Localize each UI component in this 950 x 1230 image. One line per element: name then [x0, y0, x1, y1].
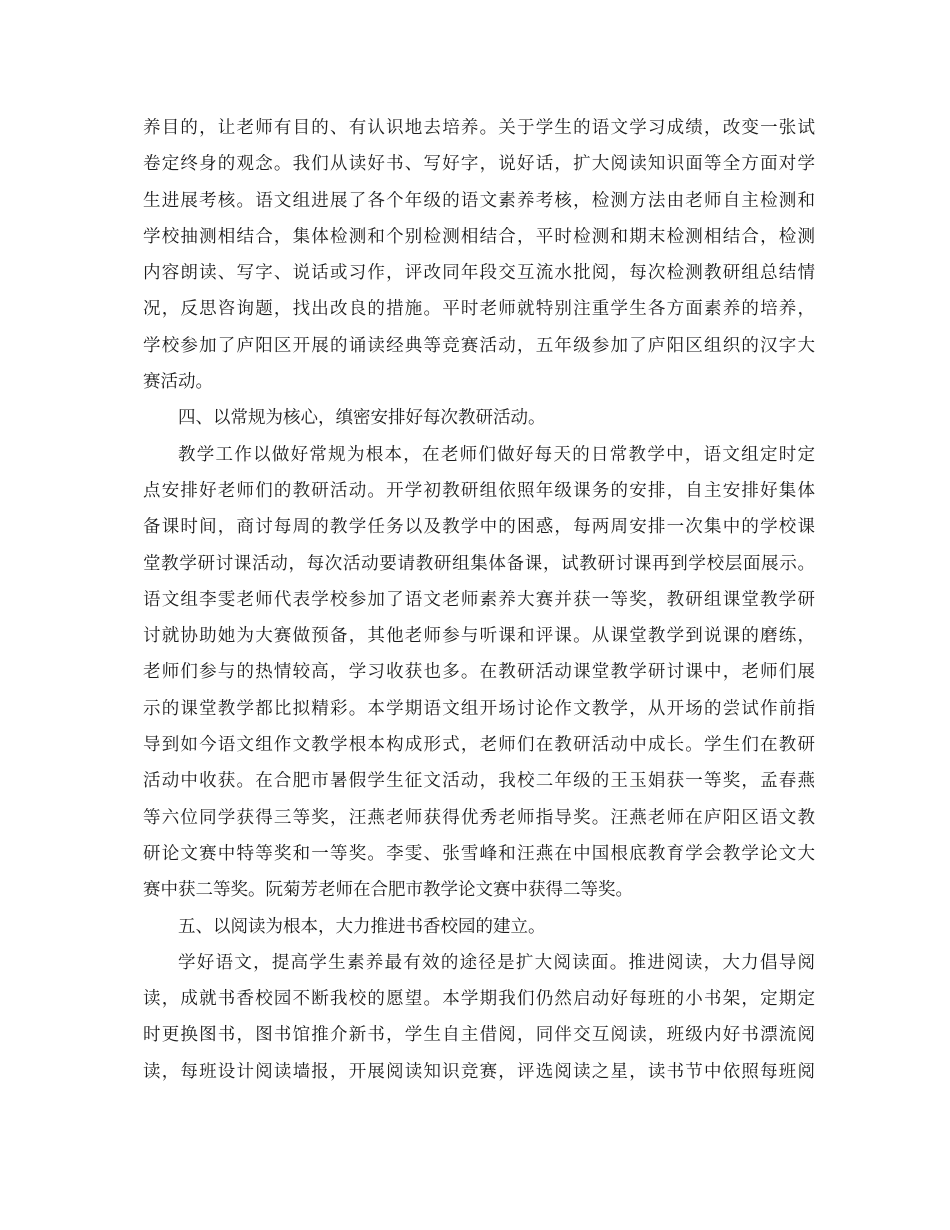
text-line: 堂教学研讨课活动，每次活动要请教研组集体备课，试教研讨课再到学校层面展示。: [143, 553, 815, 574]
text-line: 老师们参与的热情较高，学习收获也多。在教研活动课堂教学研讨课中，老师们展: [143, 662, 815, 683]
text-line: 赛中获二等奖。阮菊芳老师在合肥市教学论文赛中获得二等奖。: [143, 880, 633, 901]
text-line: 学好语文，提高学生素养最有效的途径是扩大阅读面。推进阅读，大力倡导阅: [178, 952, 815, 973]
text-line: 点安排好老师们的教研活动。开学初教研组依照年级课务的安排，自主安排好集体: [143, 480, 815, 501]
text-line: 况，反思咨询题，找出改良的措施。平时老师就特别注重学生各方面素养的培养，: [143, 299, 815, 320]
text-line: 活动中收获。在合肥市暑假学生征文活动，我校二年级的王玉娟获一等奖，孟春燕: [143, 771, 815, 792]
text-line: 研论文赛中特等奖和一等奖。李雯、张雪峰和汪燕在中国根底教育学会教学论文大: [143, 843, 815, 864]
text-line: 语文组李雯老师代表学校参加了语文老师素养大赛并获一等奖，教研组课堂教学研: [143, 589, 815, 610]
body-text: [143, 110, 815, 1090]
section-heading: 五、以阅读为根本，大力推进书香校园的建立。: [178, 916, 546, 937]
text-line: 示的课堂教学都比拟精彩。本学期语文组开场讨论作文教学，从开场的尝试作前指: [143, 698, 815, 719]
text-line: 导到如今语文组作文教学根本构成形式，老师们在教研活动中成长。学生们在教研: [143, 735, 815, 756]
text-line: 养目的，让老师有目的、有认识地去培养。关于学生的语文学习成绩，改变一张试: [143, 118, 815, 138]
text-line: 赛活动。: [143, 372, 213, 393]
text-line: 等六位同学获得三等奖，汪燕老师获得优秀老师指导奖。汪燕老师在庐阳区语文教: [143, 807, 815, 828]
text-line: 讨就协助她为大赛做预备，其他老师参与听课和评课。从课堂教学到说课的磨练，: [143, 626, 815, 647]
text-line: 内容朗读、写字、说话或习作，评改同年段交互流水批阅，每次检测教研组总结情: [143, 263, 815, 284]
text-line: 读，每班设计阅读墙报，开展阅读知识竞赛，评选阅读之星，读书节中依照每班阅: [143, 1061, 815, 1082]
text-line: 学校参加了庐阳区开展的诵读经典等竞赛活动，五年级参加了庐阳区组织的汉字大: [143, 335, 815, 356]
section-heading: 四、以常规为核心，缜密安排好每次教研活动。: [178, 408, 546, 429]
text-line: 教学工作以做好常规为根本，在老师们做好每天的日常教学中，语文组定时定: [178, 444, 815, 465]
text-line: 生进展考核。语文组进展了各个年级的语文素养考核，检测方法由老师自主检测和: [143, 190, 815, 211]
text-line: 备课时间，商讨每周的教学任务以及教学中的困惑，每两周安排一次集中的学校课: [143, 517, 815, 538]
text-line: 卷定终身的观念。我们从读好书、写好字，说好话，扩大阅读知识面等全方面对学: [143, 154, 815, 175]
text-line: 时更换图书，图书馆推介新书，学生自主借阅，同伴交互阅读，班级内好书漂流阅: [143, 1025, 815, 1046]
text-line: 学校抽测相结合，集体检测和个别检测相结合，平时检测和期末检测相结合，检测: [143, 226, 815, 247]
text-line: 读，成就书香校园不断我校的愿望。本学期我们仍然启动好每班的小书架，定期定: [143, 989, 815, 1010]
